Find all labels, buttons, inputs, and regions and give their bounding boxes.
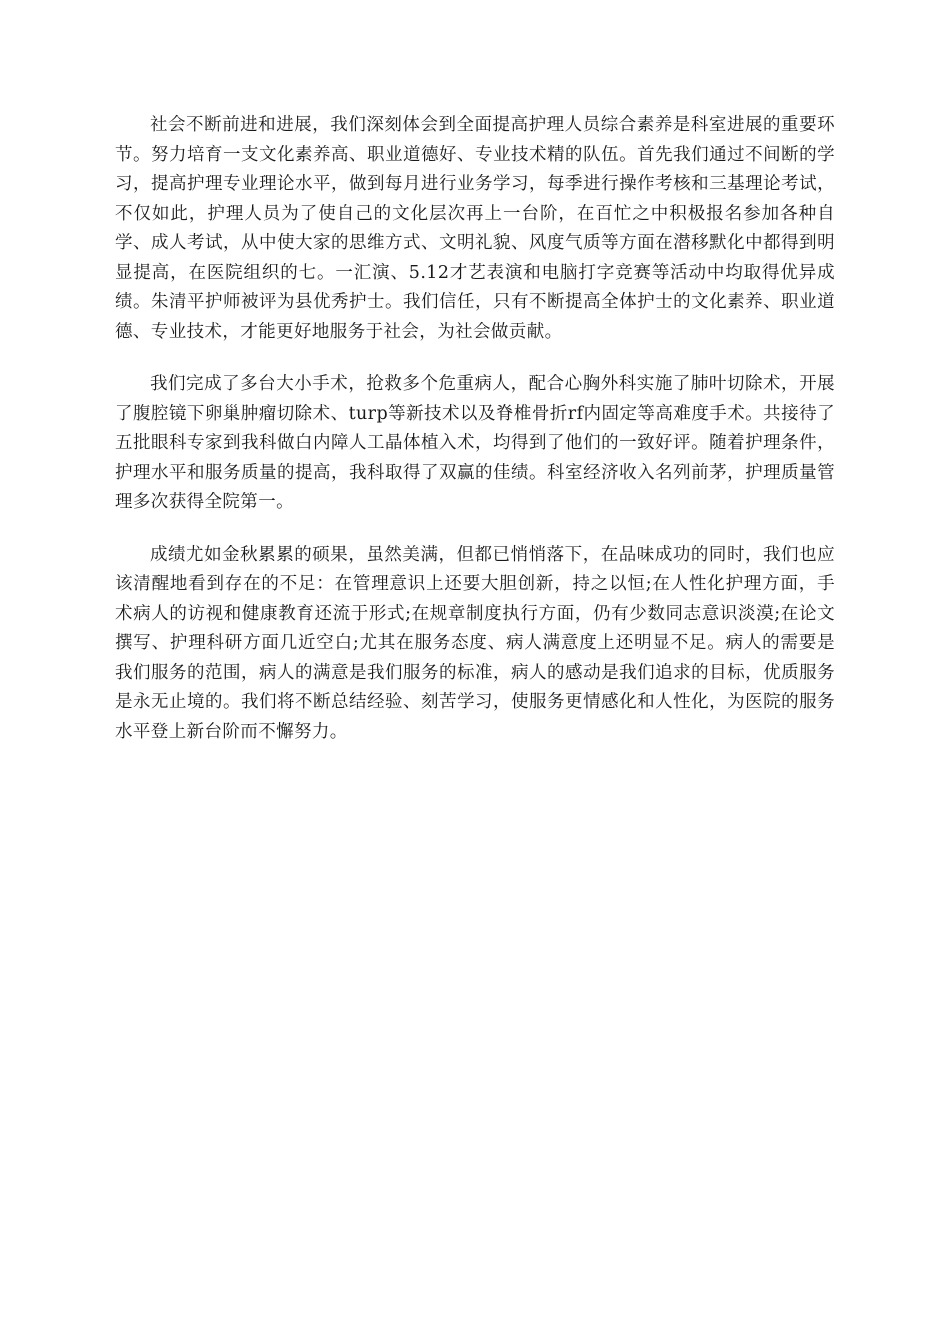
paragraph-talent-training: 社会不断前进和进展，我们深刻体会到全面提高护理人员综合素养是科室进展的重要环节。努力培育一支文化素养高、职业道德好、专业技术精的队伍。首先我们通过不间断的学习，提高护理专业理论水平，做到每月进行业务学习，每季进行操作考核和三基理论考试，不仅如此，护理人员为了使自己的文化层次再上一台阶，在百忙之中积极报名参加各种自学、成人考试，从中使大家的思维方式、文明礼貌、风度气质等方面在潜移默化中都得到明显提高，在医院组织的七。一汇演、5.12才艺表演和电脑打字竞赛等活动中均取得优异成绩。朱清平护师被评为县优秀护士。我们信任，只有不断提高全体护士的文化素养、职业道德、专业技术，才能更好地服务于社会，为社会做贡献。 — [115, 115, 835, 342]
document-body — [115, 111, 835, 770]
paragraph-surgery-achievements: 我们完成了多台大小手术，抢救多个危重病人，配合心胸外科实施了肺叶切除术，开展了腹腔镜下卵巢肿瘤切除术、turp等新技术以及脊椎骨折rf内固定等高难度手术。共接待了五批眼科专家到我科做白内障人工晶体植入术，均得到了他们的一致好评。随着护理条件，护理水平和服务质量的提高，我科取得了双赢的佳绩。科室经济收入名列前茅，护理质量管理多次获得全院第一。 — [115, 374, 835, 512]
paragraph-shortcomings: 成绩尤如金秋累累的硕果，虽然美满，但都已悄悄落下，在品味成功的同时，我们也应该清醒地看到存在的不足：在管理意识上还要大胆创新，持之以恒;在人性化护理方面，手术病人的访视和健康教育还流于形式;在规章制度执行方面，仍有少数同志意识淡漠;在论文撰写、护理科研方面几近空白;尤其在服务态度、病人满意度上还明显不足。病人的需要是我们服务的范围，病人的满意是我们服务的标准，病人的感动是我们追求的目标，优质服务是永无止境的。我们将不断总结经验、刻苦学习，使服务更情感化和人性化，为医院的服务水平登上新台阶而不懈努力。 — [115, 544, 835, 742]
